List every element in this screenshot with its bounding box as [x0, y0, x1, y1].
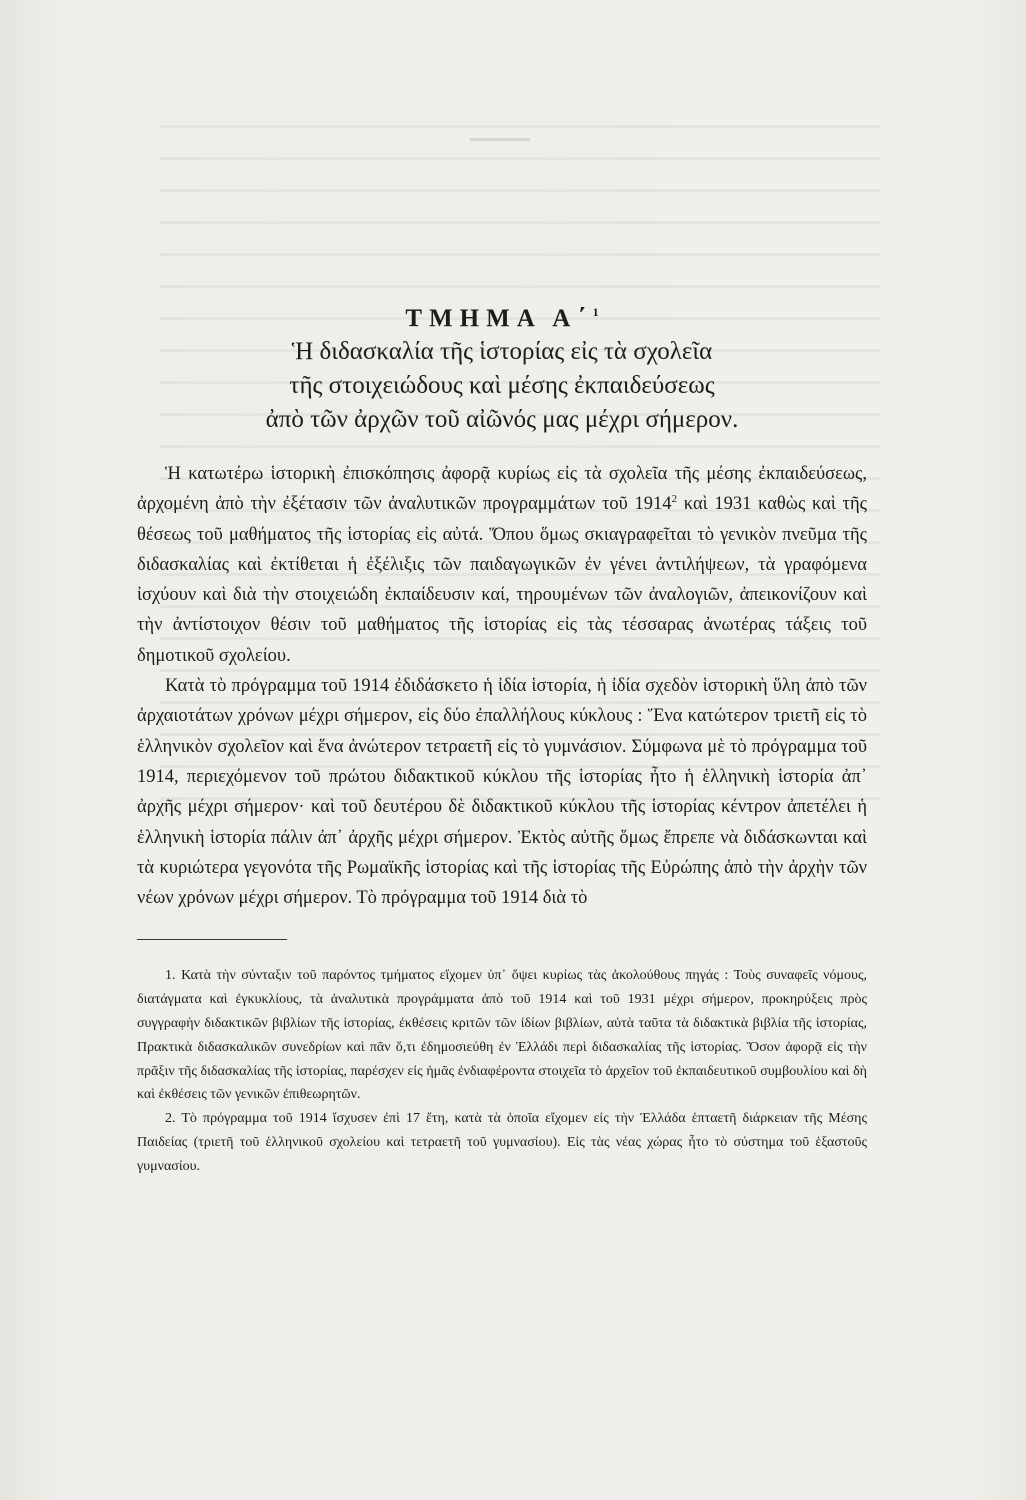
- body-text: [137, 459, 867, 913]
- footnotes: [137, 964, 867, 1178]
- section-subtitle: [137, 335, 867, 437]
- section-title: [137, 296, 867, 335]
- page-content: [137, 296, 867, 1179]
- section-title-footnote-ref: 1: [592, 305, 599, 319]
- paragraph-1-text-b: καὶ 1931 καθὼς καὶ τῆς θέσεως τοῦ μαθήματος τῆς ἱστορίας εἰς αὐτά. Ὅπου ὅμως σκιαγραφεῖται τὸ γενικὸν πνεῦμα τῆς διδασκαλίας καὶ ἐκτίθεται ἡ ἐξέλιξις τῶν παιδαγωγικῶν ἐν γένει ἀντιλήψεων, τὰ γραφόμενα ἰσχύουν καὶ διὰ τὴν στοιχειώδη ἐκπαίδευσιν καί, τηρουμένων τῶν ἀναλογιῶν, ἀπεικονίζουν καὶ τὴν ἀντίστοιχον θέσιν τοῦ μαθήματος τῆς ἱστορίας εἰς τὰς τέσσαρας ἀνωτέρας τάξεις τοῦ δημοτικοῦ σχολείου.: [137, 494, 867, 666]
- reverse-page-number-shadow: [470, 138, 530, 141]
- section-title-text: ΤΜΗΜΑ Α΄: [405, 305, 593, 332]
- paragraph-2: Κατὰ τὸ πρόγραμμα τοῦ 1914 ἐδιδάσκετο ἡ ἰδία ἱστορία, ἡ ἰδία σχεδὸν ἱστορικὴ ὕλη ἀπὸ τῶν ἀρχαιοτάτων χρόνων μέχρι σήμερον, εἰς δύο ἐπαλλήλους κύκλους : Ἕνα κατώτερον τριετῆ εἰς τὸ ἑλληνικὸν σχολεῖον καὶ ἕνα ἀνώτερον τετραετῆ εἰς τὸ γυμνάσιον. Σύμφωνα μὲ τὸ πρόγραμμα τοῦ 1914, περιεχόμενον τοῦ πρώτου διδακτικοῦ κύκλου τῆς ἱστορίας ἦτο ἡ ἑλληνικὴ ἱστορία ἀπ᾽ ἀρχῆς μέχρι σήμερον· καὶ τοῦ δευτέρου δὲ διδακτικοῦ κύκλου τῆς ἱστορίας κέντρον ἀπετέλει ἡ ἑλληνικὴ ἱστορία πάλιν ἀπ᾽ ἀρχῆς μέχρι σήμερον. Ἐκτὸς αὐτῆς ὅμως ἔπρεπε νὰ διδάσκωνται καὶ τὰ κυριώτερα γεγονότα τῆς Ρωμαϊκῆς ἱστορίας καὶ τῆς ἱστορίας τῆς Εὐρώπης ἀπὸ τὴν ἀρχὴν τῶν νέων χρόνων μέχρι σήμερον. Τὸ πρόγραμμα τοῦ 1914 διὰ τὸ: [137, 676, 867, 909]
- footnote-2: 2. Τὸ πρόγραμμα τοῦ 1914 ἴσχυσεν ἐπὶ 17 ἔτη, κατὰ τὰ ὁποῖα εἴχομεν εἰς τὴν Ἑλλάδα ἑπταετῆ διάρκειαν τῆς Μέσης Παιδείας (τριετῆ τοῦ ἑλληνικοῦ σχολείου καὶ τετραετῆ τοῦ γυμνασίου). Εἰς τὰς νέας χώρας ἦτο τὸ σύστημα τοῦ ἑξαστοῦς γυμνασίου.: [137, 1111, 867, 1174]
- subtitle-line: τῆς στοιχειώδους καὶ μέσης ἐκπαιδεύσεως: [289, 372, 715, 399]
- paragraph-1: [137, 459, 867, 671]
- footnote-separator: [137, 939, 287, 940]
- subtitle-line: ἀπὸ τῶν ἀρχῶν τοῦ αἰῶνός μας μέχρι σήμερον.: [265, 406, 739, 433]
- footnote-ref-2: 2: [671, 493, 678, 506]
- subtitle-line: Ἡ διδασκαλία τῆς ἱστορίας εἰς τὰ σχολεῖα: [291, 338, 713, 365]
- footnote-1: 1. Κατὰ τὴν σύνταξιν τοῦ παρόντος τμήματος εἴχομεν ὑπ᾽ ὄψει κυρίως τὰς ἀκολούθους πηγάς : Τοὺς συναφεῖς νόμους, διατάγματα καὶ ἐγκυκλίους, τὰ ἀναλυτικὰ προγράμματα ἀπὸ τοῦ 1914 καὶ τοῦ 1931 μέχρι σήμερον, προκηρύξεις πρὸς συγγραφὴν διδακτικῶν βιβλίων τῆς ἱστορίας, ἐκθέσεις κριτῶν τῶν ἰδίων βιβλίων, αὐτὰ ταῦτα τὰ διδακτικὰ βιβλία τῆς ἱστορίας, Πρακτικὰ διδασκαλικῶν συνεδρίων καὶ πᾶν ὅ,τι ἐδημοσιεύθη ἐν Ἑλλάδι περὶ διδασκαλίας τῆς ἱστορίας. Ὅσον ἀφορᾷ εἰς τὴν πρᾶξιν τῆς διδασκαλίας τῆς ἱστορίας, παρέσχεν εἰς ἡμᾶς ἐνδιαφέροντα στοιχεῖα τὸ ἀρχεῖον τοῦ ἐκπαιδευτικοῦ συμβουλίου καὶ δὴ καὶ ἐκθέσεις τῶν γενικῶν ἐπιθεωρητῶν.: [137, 968, 867, 1103]
- paragraph-1-text-a: Ἡ κατωτέρω ἱστορικὴ ἐπισκόπησις ἀφορᾷ κυρίως εἰς τὰ σχολεῖα τῆς μέσης ἐκπαιδεύσεως, ἀρχομένη ἀπὸ τὴν ἐξέτασιν τῶν ἀναλυτικῶν προγραμμάτων τοῦ 1914: [137, 464, 867, 515]
